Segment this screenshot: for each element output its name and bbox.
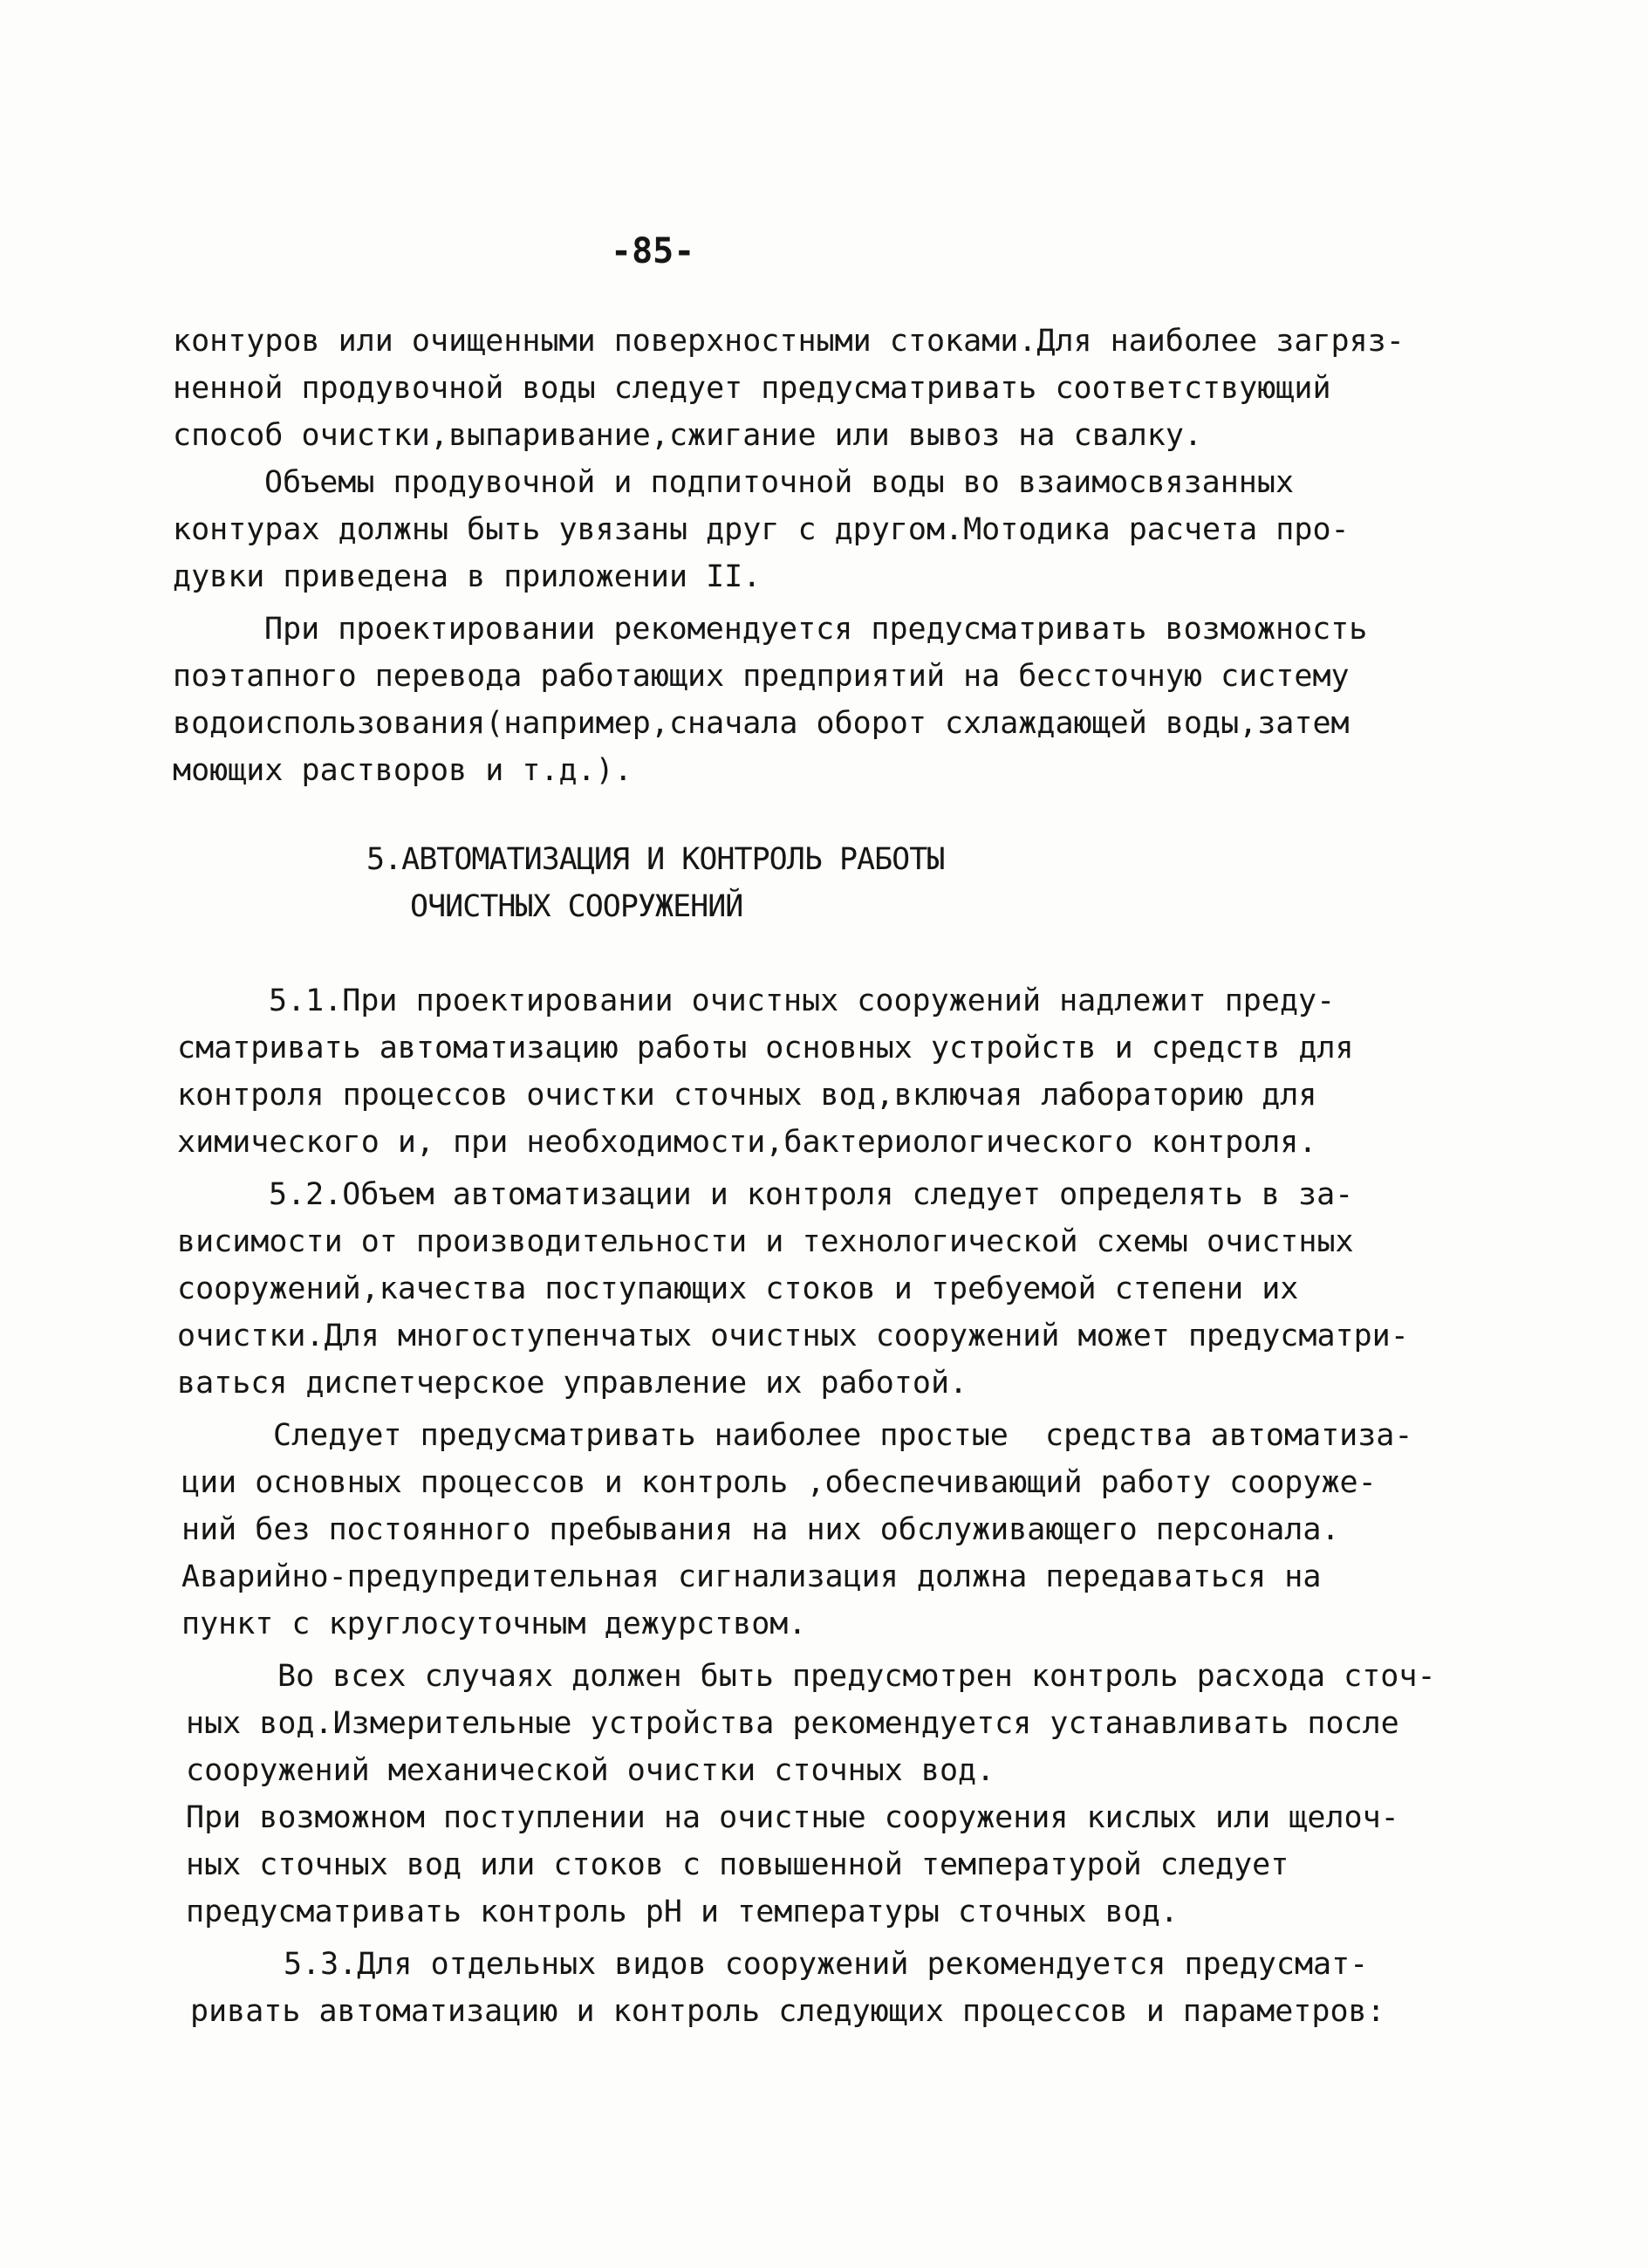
text-line: 5.1.При проектировании очистных сооружений надлежит преду- (269, 983, 1336, 1018)
text-line: моющих растворов и т.д.). (173, 753, 633, 788)
text-line: ваться диспетчерское управление их работой. (177, 1366, 968, 1401)
text-line: ненной продувочной воды следует предусматривать соответствующий (173, 371, 1331, 406)
section-heading-line: 5.АВТОМАТИЗАЦИЯ И КОНТРОЛЬ РАБОТЫ (366, 842, 945, 877)
text-line: При возможном поступлении на очистные сооружения кислых или щелоч- (186, 1800, 1399, 1835)
page-number: -85- (611, 231, 695, 271)
text-line: ривать автоматизацию и контроль следующих процессов и параметров: (190, 1994, 1385, 2029)
text-line: Следует предусматривать наиболее простые средства автоматиза- (273, 1418, 1413, 1453)
text-line: пункт с круглосуточным дежурством. (181, 1607, 807, 1641)
text-line: контроля процессов очистки сточных вод,включая лабораторию для (177, 1078, 1317, 1113)
text-line: предусматривать контроль рН и температуры сточных вод. (186, 1895, 1179, 1929)
text-line: Объемы продувочной и подпиточной воды во взаимосвязанных (264, 465, 1295, 500)
text-line: водоиспользования(например,сначала оборот схлаждающей воды,затем (173, 706, 1350, 741)
text-line: сооружений механической очистки сточных вод. (186, 1753, 995, 1788)
text-line: При проектировании рекомендуется предусматривать возможность (264, 612, 1368, 647)
text-line: ний без постоянного пребывания на них обслуживающего персонала. (181, 1512, 1340, 1547)
text-line: химического и, при необходимости,бактериологического контроля. (177, 1125, 1317, 1160)
text-line: контурах должны быть увязаны друг с другом.Мотодика расчета про- (173, 512, 1350, 547)
text-line: поэтапного перевода работающих предприятий на бессточную систему (173, 659, 1350, 694)
text-line: ции основных процессов и контроль ,обеспечивающий работу сооруже- (181, 1465, 1377, 1500)
text-line: сооружений,качества поступающих стоков и требуемой степени их (177, 1271, 1299, 1306)
text-line: ных сточных вод или стоков с повышенной температурой следует (186, 1847, 1289, 1882)
text-line: Во всех случаях должен быть предусмотрен контроль расхода сточ- (277, 1659, 1436, 1694)
text-line: 5.3.Для отдельных видов сооружений рекомендуется предусмат- (284, 1947, 1369, 1982)
text-line: контуров или очищенными поверхностными стоками.Для наиболее загряз- (173, 324, 1405, 359)
text-line: очистки.Для многоступенчатых очистных сооружений может предусматри- (177, 1319, 1409, 1353)
section-heading-line: ОЧИСТНЫХ СООРУЖЕНИЙ (410, 889, 743, 924)
text-line: висимости от производительности и технологической схемы очистных (177, 1224, 1354, 1259)
text-line: Аварийно-предупредительная сигнализация должна передаваться на (181, 1559, 1322, 1594)
text-line: ных вод.Измерительные устройства рекомендуется устанавливать после (186, 1706, 1399, 1741)
text-line: способ очистки,выпаривание,сжигание или вывоз на свалку. (173, 418, 1203, 453)
text-line: дувки приведена в приложении II. (173, 559, 762, 594)
text-line: 5.2.Объем автоматизации и контроля следует определять в за- (269, 1177, 1354, 1212)
text-line: сматривать автоматизацию работы основных устройств и средств для (177, 1031, 1354, 1065)
